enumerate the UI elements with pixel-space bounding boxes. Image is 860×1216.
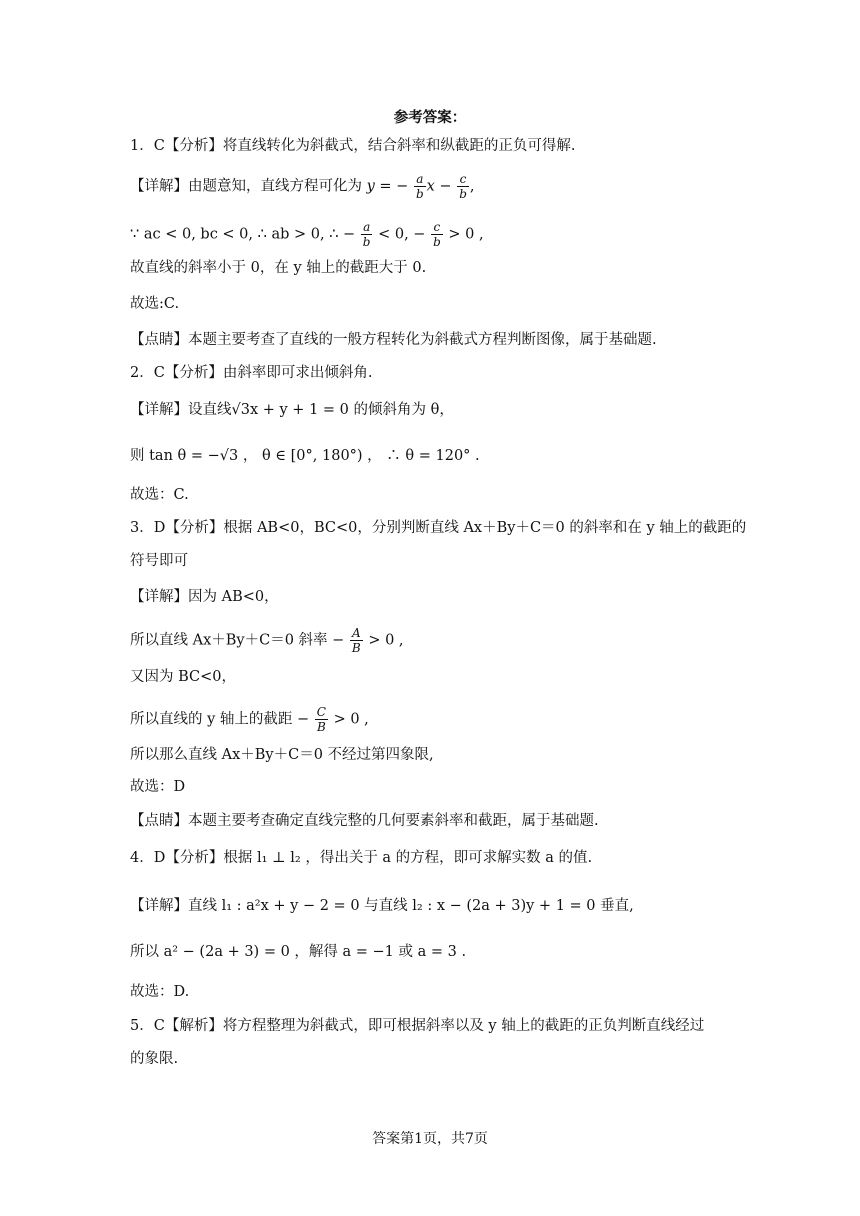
fraction-a-b-2: $\frac{a}{b}$ [362, 220, 371, 249]
q4-analysis: 4．D【分析】根据 l₁ ⊥ l₂ ，得出关于 a 的方程，即可求解实数 a 的值. [130, 850, 593, 866]
q4-detail: 【详解】直线 l₁ : a²x + y − 2 = 0 与直线 l₂ : x − (2a + 3)y + 1 = 0 垂直, [130, 898, 634, 914]
q3-bc: 又因为 BC<0， [130, 669, 237, 685]
q3-comment: 【点睛】本题主要考查确定直线完整的几何要素斜率和截距，属于基础题. [130, 813, 599, 829]
q1-conclusion: 故直线的斜率小于 0，在 y 轴上的截距大于 0. [130, 260, 427, 276]
q2-analysis: 2．C【分析】由斜率即可求出倾斜角. [130, 365, 373, 381]
q1-detail-text: 【详解】由题意知，直线方程可化为 [130, 178, 362, 195]
q3-conclusion: 所以那么直线 Ax＋By＋C＝0 不经过第四象限, [130, 747, 434, 763]
fraction-A-B: $\frac{A}{B}$ [351, 626, 361, 655]
q4-answer: 故选：D. [130, 984, 190, 1000]
q1-detail: 【详解】由题意知，直线方程可化为 y = − $\frac{a}{b}$ x − $\frac{c}{b}$ , [130, 172, 475, 201]
fraction-C-B: $\frac{C}{B}$ [316, 705, 326, 734]
fraction-c-b-2: $\frac{c}{b}$ [433, 220, 441, 249]
fraction-c-b: $\frac{c}{b}$ [459, 172, 467, 201]
q1-analysis: 1．C【分析】将直线转化为斜截式，结合斜率和纵截距的正负可得解. [130, 138, 576, 154]
q5-analysis: 5．C【解析】将方程整理为斜截式，即可根据斜率以及 y 轴上的截距的正负判断直线经过 [130, 1018, 705, 1034]
q4-derivation: 所以 a² − (2a + 3) = 0 ，解得 a = −1 或 a = 3 . [130, 944, 467, 960]
q5-analysis-cont: 的象限. [130, 1051, 179, 1067]
q3-answer: 故选：D [130, 779, 186, 795]
q2-detail: 【详解】设直线√3x + y + 1 = 0 的倾斜角为 θ， [130, 402, 454, 418]
q3-intercept-text: 所以直线的 y 轴上的截距 − [130, 711, 310, 728]
q3-detail: 【详解】因为 AB<0， [130, 589, 279, 605]
q3-analysis: 3．D【分析】根据 AB<0，BC<0，分别判断直线 Ax＋By＋C＝0 的斜率和在 y 轴上的截距的 [130, 520, 747, 536]
q1-answer: 故选:C. [130, 296, 180, 312]
q3-analysis-cont: 符号即可 [130, 553, 188, 569]
page-title: 参考答案： [393, 109, 467, 126]
q2-derivation: 则 tan θ = −√3 ， θ ∈ [0°, 180°) ， ∴ θ = 120° . [130, 448, 480, 464]
q1-detail-eq: y = − [366, 178, 409, 195]
page-footer: 答案第1页，共7页 [372, 1131, 488, 1147]
q3-intercept: 所以直线的 y 轴上的截距 − $\frac{C}{B}$ > 0 , [130, 705, 369, 734]
q1-comment: 【点睛】本题主要考查了直线的一般方程转化为斜截式方程判断图像，属于基础题. [130, 332, 657, 348]
q1-derivation: ∵ ac < 0, bc < 0, ∴ ab > 0, ∴ − $\frac{a}{b}$ < 0, − $\frac{c}{b}$ > 0 , [130, 220, 484, 249]
q3-slope: 所以直线 Ax＋By＋C＝0 斜率 − $\frac{A}{B}$ > 0 , [130, 626, 404, 655]
fraction-a-b: $\frac{a}{b}$ [415, 172, 424, 201]
q1-derivation-text: ∵ ac < 0, bc < 0, ∴ ab > 0, ∴ − [130, 226, 356, 243]
q2-answer: 故选：C. [130, 487, 189, 503]
q3-slope-text: 所以直线 Ax＋By＋C＝0 斜率 − [130, 632, 345, 649]
